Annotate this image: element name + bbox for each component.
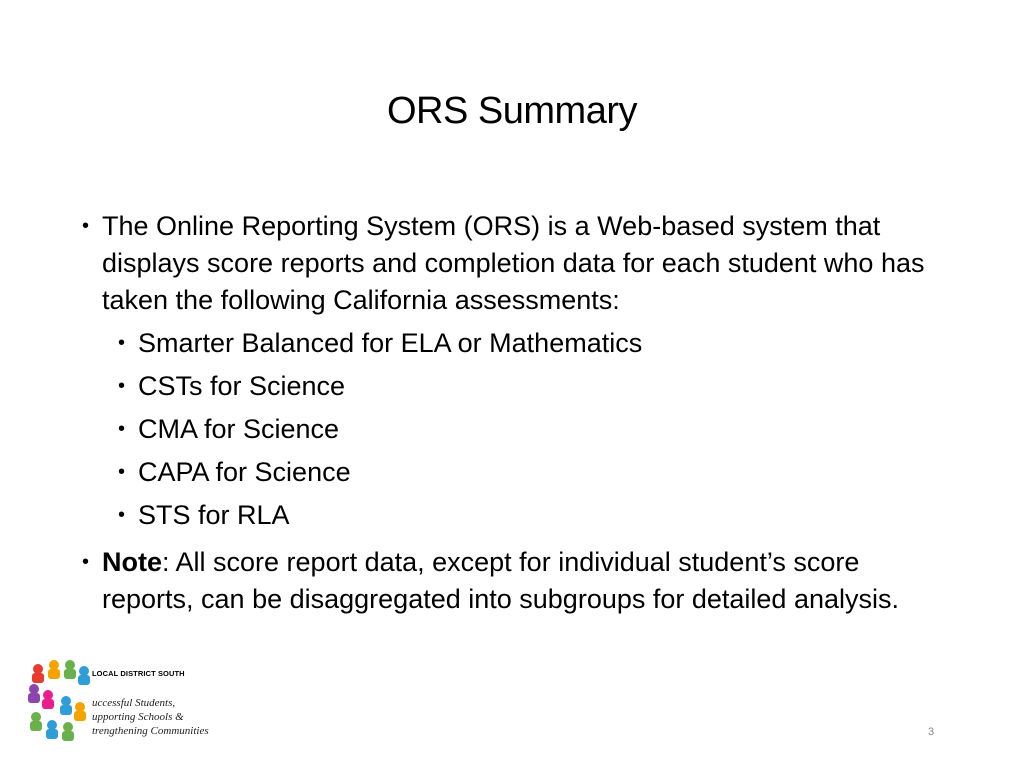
assessment-item: • CAPA for Science	[118, 454, 952, 491]
assessment-list	[82, 325, 952, 534]
logo-tagline-line: upporting Schools &	[92, 711, 184, 723]
assessment-item: • Smarter Balanced for ELA or Mathematics	[118, 325, 952, 362]
logo-tagline-line: trengthening Communities	[92, 725, 209, 737]
note-label: Note	[102, 547, 162, 577]
slide-title: ORS Summary	[387, 90, 637, 132]
intro-bullet	[82, 208, 952, 319]
page-number: 3	[928, 726, 935, 738]
note-bullet	[82, 544, 952, 618]
children-figures-icon	[28, 660, 90, 741]
note-text: : All score report data, except for individual student’s score reports, can be disaggregated into subgroups for detailed analysis.	[102, 547, 900, 614]
assessment-item: • CMA for Science	[118, 411, 952, 448]
assessment-item: • STS for RLA	[118, 497, 952, 534]
assessment-item: • CSTs for Science	[118, 368, 952, 405]
logo-tagline-line: uccessful Students,	[92, 697, 176, 709]
slide-content	[82, 208, 952, 618]
logo-org-name: LOCAL DISTRICT SOUTH	[92, 669, 185, 678]
intro-text: The Online Reporting System (ORS) is a Web-based system that displays score reports and completion data for each student who has taken the following California assessments:	[102, 211, 925, 315]
